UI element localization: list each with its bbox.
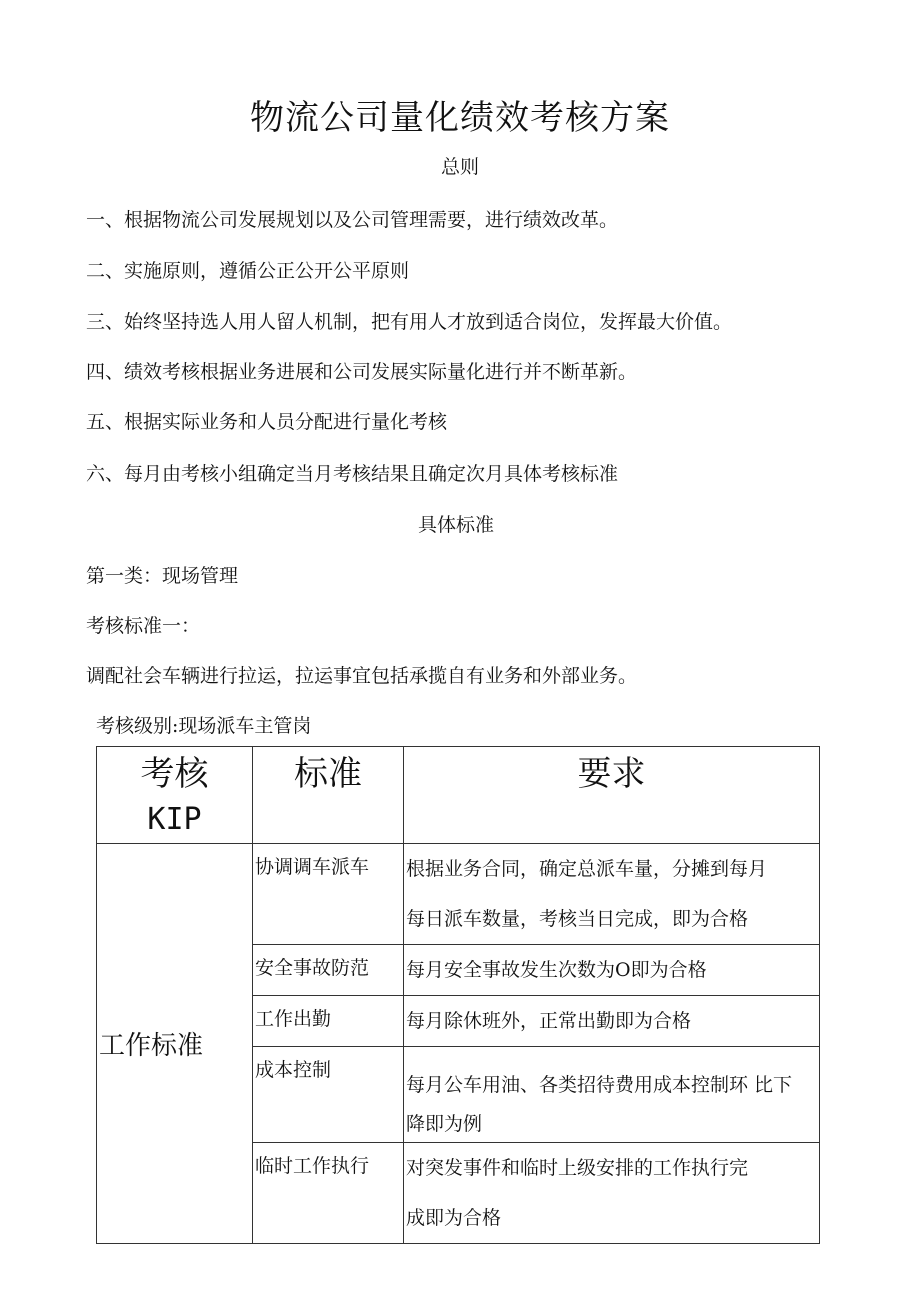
level-line: 考核级别:现场派车主管岗	[96, 715, 312, 737]
standard-label: 考核标准一：	[86, 615, 201, 637]
general-item-4: 四、绩效考核根据业务进展和公司发展实际量化进行并不断革新。	[86, 361, 638, 383]
standard-description: 调配社会车辆进行拉运，拉运事宜包括承揽自有业务和外部业务。	[86, 665, 638, 687]
general-item-5: 五、根据实际业务和人员分配进行量化考核	[86, 411, 448, 433]
standard-cell: 临时工作执行	[253, 1143, 404, 1244]
standard-cell: 工作出勤	[253, 996, 404, 1047]
general-item-3: 三、始终坚持选人用人留人机制，把有用人才放到适合岗位，发挥最大价值。	[86, 311, 733, 333]
category-cell: 工作标准	[97, 844, 253, 1244]
table-row	[97, 844, 820, 945]
header-kpi	[97, 747, 253, 844]
requirement-cell: 每月公车用油、各类招待费用成本控制环 比下 降即为例	[404, 1047, 820, 1143]
header-requirement: 要求	[404, 747, 820, 844]
table-header-row	[97, 747, 820, 844]
general-item-2: 二、实施原则，遵循公正公开公平原则	[86, 260, 410, 282]
specific-heading: 具体标准	[417, 514, 494, 536]
standard-cell: 成本控制	[253, 1047, 404, 1143]
standard-cell: 协调调车派车	[253, 844, 404, 945]
requirement-cell: 每月安全事故发生次数为O即为合格	[404, 945, 820, 996]
standard-cell: 安全事故防范	[253, 945, 404, 996]
general-heading: 总则	[440, 156, 479, 178]
document-title: 物流公司量化绩效考核方案	[250, 98, 670, 138]
category-line: 第一类：现场管理	[86, 565, 239, 587]
requirement-cell: 每月除休班外，正常出勤即为合格	[404, 996, 820, 1047]
header-kpi-line2: KIP	[147, 802, 202, 837]
header-kpi-line1: 考核	[140, 754, 209, 794]
requirement-cell: 对突发事件和临时上级安排的工作执行完 成即为合格	[404, 1143, 820, 1244]
general-item-1: 一、根据物流公司发展规划以及公司管理需要，进行绩效改革。	[86, 209, 619, 231]
general-item-6: 六、每月由考核小组确定当月考核结果且确定次月具体考核标准	[86, 463, 619, 485]
kpi-table	[96, 746, 820, 1244]
requirement-cell: 根据业务合同，确定总派车量，分摊到每月 每日派车数量，考核当日完成，即为合格	[404, 844, 820, 945]
header-standard: 标准	[253, 747, 404, 844]
